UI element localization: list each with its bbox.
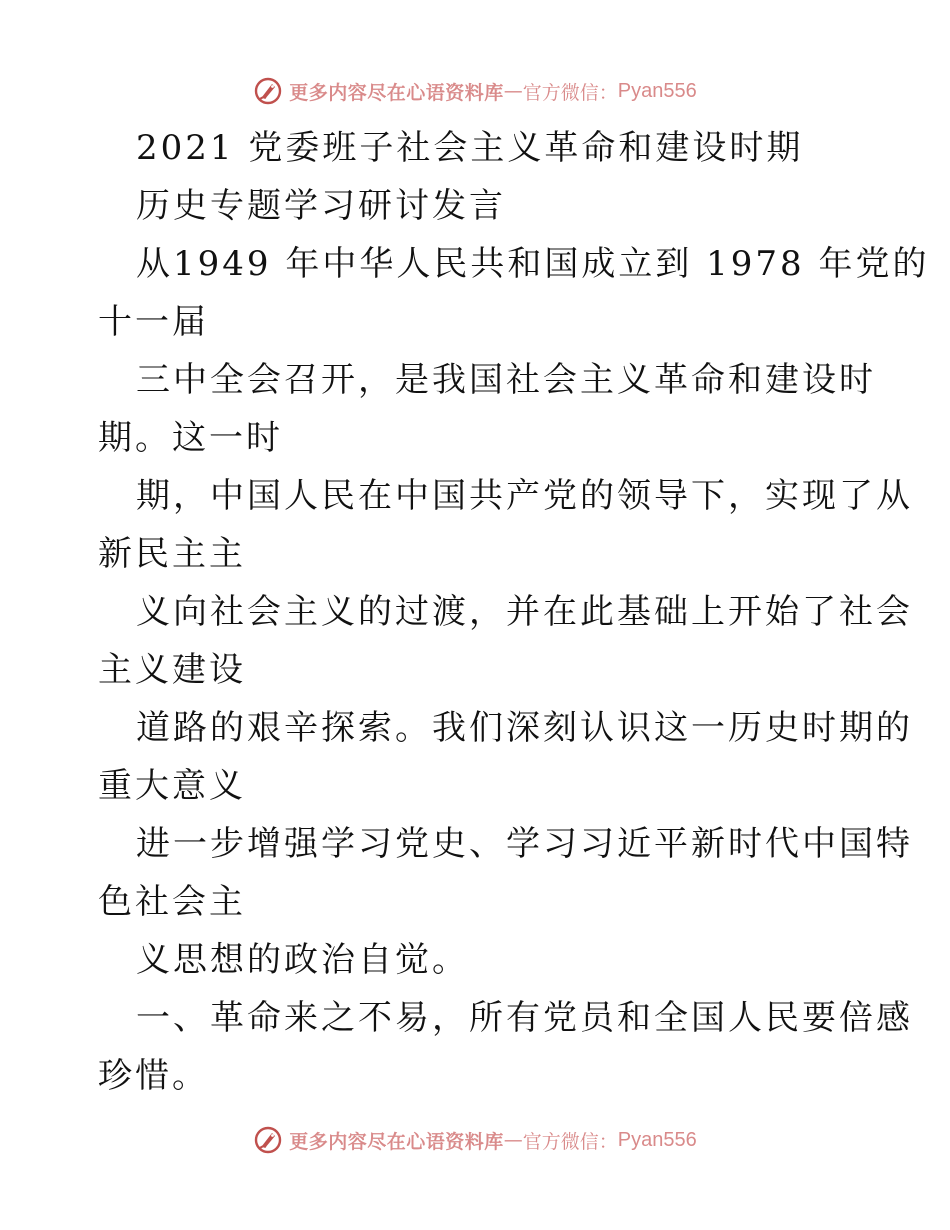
paragraph-line: 色社会主 <box>98 882 246 922</box>
paragraph-line: 十一届 <box>98 302 209 342</box>
footer-watermark <box>0 1120 950 1160</box>
pen-nib-logo-icon <box>253 1125 283 1155</box>
watermark-wechat-label: 官方微信： <box>522 1130 618 1153</box>
paragraph-line: 期。这一时 <box>98 418 283 458</box>
watermark-site-text: 更多内容尽在心语资料库 <box>289 1130 504 1153</box>
watermark-wechat-id: Pyan556 <box>617 79 697 102</box>
paragraph-line: 道路的艰辛探索。我们深刻认识这一历史时期的 <box>136 708 913 748</box>
paragraph-line: 期，中国人民在中国共产党的领导下，实现了从 <box>136 476 913 516</box>
paragraph-line: 义向社会主义的过渡，并在此基础上开始了社会 <box>136 592 913 632</box>
section-heading-line: 一、革命来之不易，所有党员和全国人民要倍感 <box>136 998 913 1038</box>
paragraph-line: 义思想的政治自觉。 <box>136 940 469 980</box>
pen-nib-logo-icon <box>253 76 283 106</box>
header-watermark <box>0 71 950 111</box>
paragraph-line: 进一步增强学习党史、学习习近平新时代中国特 <box>136 824 913 864</box>
watermark-separator: — <box>503 1129 523 1151</box>
document-title-line-1: 2021 党委班子社会主义革命和建设时期 <box>136 128 804 168</box>
document-title-line-2: 历史专题学习研讨发言 <box>136 186 506 226</box>
paragraph-line: 重大意义 <box>98 766 246 806</box>
watermark-separator: — <box>503 80 523 102</box>
paragraph-line: 从1949 年中华人民共和国成立到 1978 年党的 <box>136 244 930 284</box>
watermark-site-text: 更多内容尽在心语资料库 <box>289 81 504 104</box>
paragraph-line: 主义建设 <box>98 650 246 690</box>
paragraph-line: 三中全会召开，是我国社会主义革命和建设时 <box>136 360 876 400</box>
watermark-wechat-id: Pyan556 <box>617 1128 697 1151</box>
watermark-wechat-label: 官方微信： <box>522 81 618 104</box>
paragraph-line: 新民主主 <box>98 534 246 574</box>
section-heading-line: 珍惜。 <box>98 1056 209 1096</box>
